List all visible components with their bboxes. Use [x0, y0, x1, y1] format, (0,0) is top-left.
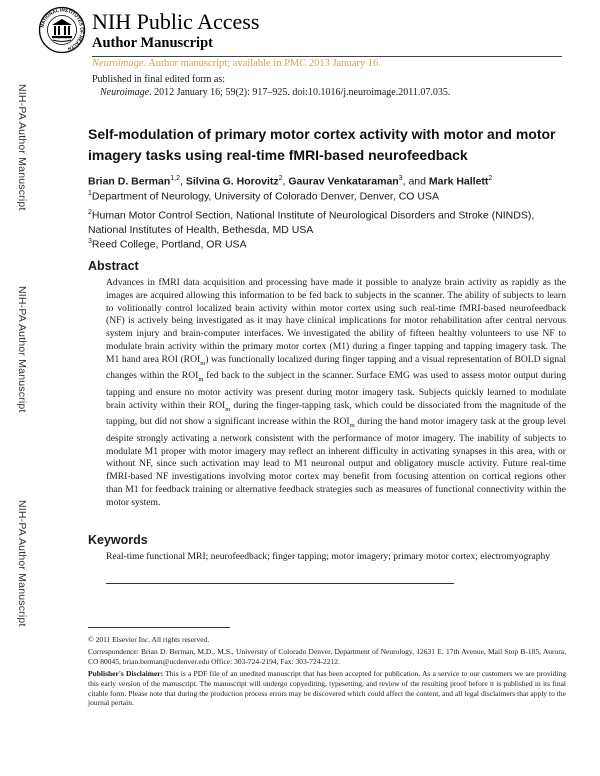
disclaimer-label: Publisher's Disclaimer: — [88, 669, 164, 678]
disclaimer-text: This is a PDF file of an unedited manuscript that has been accepted for publication. As a service to our customers we are providing this early version of the manuscript. The manuscript will undergo copyediting, typesetting, and review of the resulting proof before it is published in its final citable form. Please note that during the production process errors may be discovered which could affect the content, and all legal disclaimers that apply to the journal pertain. — [88, 669, 566, 708]
sidebar-label-top: NIH-PA Author Manuscript — [16, 84, 28, 211]
nih-public-access-title: NIH Public Access — [92, 9, 260, 34]
keywords-text: Real-time functional MRI; neurofeedback; finger tapping; motor imagery; primary motor cortex; electromyography — [106, 551, 551, 562]
citation — [92, 86, 562, 99]
nih-seal-logo — [38, 6, 86, 54]
author-affiliation-marker: 2 — [488, 175, 493, 182]
header-divider — [92, 56, 562, 57]
nih-header — [92, 10, 562, 52]
author-name: Silvina G. Horovitz — [185, 175, 279, 188]
abstract-text: Advances in fMRI data acquisition and processing have made it possible to analyze brain activity as rapidly as the images are acquired allowing this information to be fed back to subjects in the scanner. The ability of subjects to learn to volitionally control localized brain activity within motor cortex using such real-time fMRI-based neurofeedback (NF) is actively being investigated as it may have clinical implications for motor rehabilitation after central nervous system injury and brain-computer interfaces. We investigated the ability of fifteen healthy volunteers to use NF to modulate brain activity within the primary motor cortex (M1) during a finger tapping and tapping imagery task. The M1 hand area ROI $(ROI_m)$ was functionally localized during finger tapping and a visual representation of BOLD signal changes within the $ROI_m$ fed back to the subject in the scanner. Surface EMG was used to assess motor output during tapping and ensure no motor activity was present during motor imagery task. Subjects quickly learned to modulate brain activity within their $ROI_m$ during the finger-tapping task, which could be dissociated from the magnitude of the tapping, but did not show a significant increase within the $ROI_m$ during the hand motor imagery task at the group level despite strongly activating a network consistent with the performance of motor imagery. The inability of subjects to modulate M1 proper with motor imagery may reflect an inherent difficulty in activating synapses in this area, with or without NF, since such activation may lead to M1 neuronal output and obligatory muscle activity. Future real-time fMRI-based NF investigations involving motor cortex may benefit from focusing attention on cortical regions other than M1 for feedback training or alternative feedback strategies such as measures of functional connectivity within the motor system. — [106, 277, 566, 508]
affiliation-3: $^3$Reed College, Portland, OR USA — [88, 238, 247, 251]
citation-details: . 2012 January 16; 59(2): 917–925. doi:10.1016/j.neuroimage.2011.07.035. — [149, 87, 451, 98]
author-affiliation-marker: 3 — [398, 175, 403, 182]
author-name: Mark Hallett — [428, 175, 489, 188]
availability-text: . Author manuscript; available in PMC 2013 January 16. — [143, 58, 381, 69]
author-name: Gaurav Venkataraman — [288, 175, 399, 188]
author-manuscript-label: Author Manuscript — [92, 35, 213, 51]
abstract-heading: Abstract — [88, 259, 139, 273]
article-title: Self-modulation of primary motor cortex activity with motor and motor imagery tasks using real-time fMRI-based neurofeedback — [88, 126, 556, 163]
author-affiliation-marker: 1,2 — [170, 175, 181, 182]
citation-journal: Neuroimage — [100, 87, 150, 98]
publisher-disclaimer — [88, 669, 566, 708]
author-name: Brian D. Berman — [88, 175, 171, 188]
affiliation-1: $^1$Department of Neurology, University of Colorado Denver, Denver, CO USA — [88, 190, 439, 203]
keywords-heading: Keywords — [88, 533, 148, 547]
sidebar-label-bottom: NIH-PA Author Manuscript — [16, 500, 28, 627]
footnote-divider — [88, 627, 230, 628]
svg-text:NATIONAL INSTITUTES OF HEALTH: NATIONAL INSTITUTES OF HEALTH — [39, 7, 85, 52]
sidebar-label-middle: NIH-PA Author Manuscript — [16, 286, 28, 413]
left-margin-sidebar — [0, 0, 30, 776]
author-list: Brian D. Berman$^{1,2}$, Silvina G. Horovitz$^2$, Gaurav Venkataraman$^3$, and Mark Hallett$^2$ — [88, 175, 493, 188]
copyright-notice: © 2011 Elsevier Inc. All rights reserved. — [88, 635, 210, 644]
publication-info — [92, 73, 562, 99]
keywords-divider — [106, 583, 454, 584]
affiliation-2: $^2$Human Motor Control Section, National Institute of Neurological Disorders and Stroke (NINDS), National Institutes of Health, Bethesda, MD USA — [88, 209, 535, 236]
correspondence-note: Correspondence: Brian D. Berman, M.D., M.S., University of Colorado Denver, Department of Neurology, 12631 E. 17th Avenue, Mail Stop B-185, Aurora, CO 80045, brian.berman@ucdenver.edu Office: 303-724-2194, Fax: 303-724-2212. — [88, 647, 566, 666]
availability-journal: Neuroimage — [92, 58, 144, 69]
author-affiliation-marker: 2 — [278, 175, 283, 182]
published-label: Published in final edited form as: — [92, 74, 226, 85]
availability-note — [92, 58, 562, 69]
